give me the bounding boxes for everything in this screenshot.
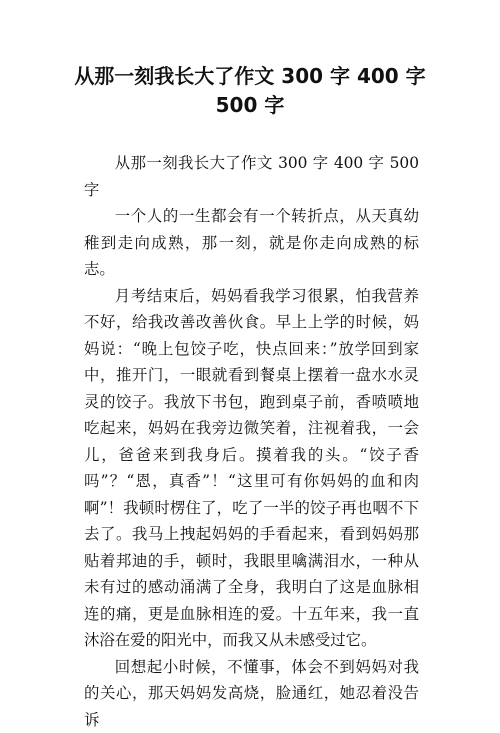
- paragraph-subtitle: 从那一刻我长大了作文 300 字 400 字 500 字: [84, 150, 419, 203]
- paragraph-intro: 一个人的一生都会有一个转折点，从天真幼稚到走向成熟，那一刻，就是你走向成熟的标志。: [84, 203, 419, 283]
- document-title: 从那一刻我长大了作文 300 字 400 字 500 字: [60, 62, 440, 120]
- paragraph-dumplings: 月考结束后，妈妈看我学习很累，怕我营养不好，给我改善改善伙食。早上上学的时候，妈妈说：“晚上包饺子吃，快点回来：”放学回到家中，推开门，一眼就看到餐桌上摆着一盘水水灵灵的饺子。我放下书包，跑到桌子前，香喷喷地吃起来，妈妈在我旁边微笑着，注视着我，一会儿，爸爸来到我身后。摸着我的头。“饺子香吗”？“恩，真香”！“这里可有你妈妈的血和肉啊”！我顿时楞住了，吃了一半的饺子再也咽不下去了。我马上拽起妈妈的手看起来，看到妈妈那贴着邦迪的手，顿时，我眼里噙满泪水，一种从未有过的感动涌满了全身，我明白了这是血脉相连的痛，更是血脉相连的爱。十五年来，我一直沐浴在爱的阳光中，而我又从未感受过它。: [84, 283, 419, 654]
- paragraph-childhood: 回想起小时候，不懂事，体会不到妈妈对我的关心，那天妈妈发高烧，脸通红，她忍着没告诉: [84, 654, 419, 733]
- document-body: [84, 150, 419, 733]
